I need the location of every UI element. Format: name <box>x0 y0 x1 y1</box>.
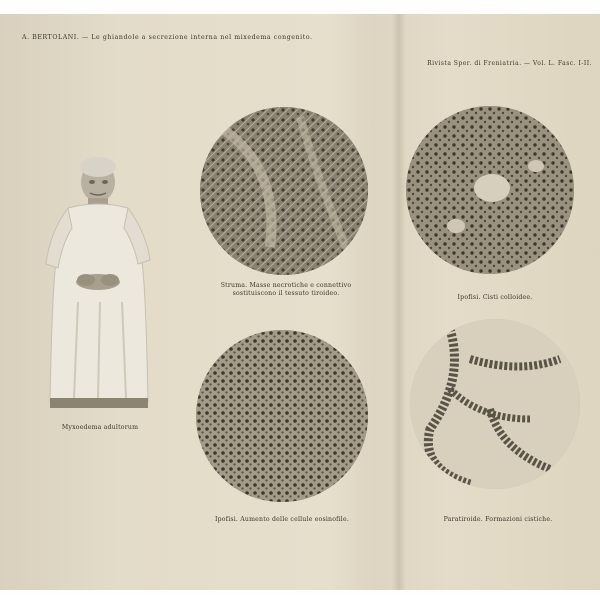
header-right: Rivista Sper. di Freniatria. — Vol. L. Fasc. I-II. <box>427 60 592 67</box>
caption-paratiroide: Paratiroide. Formazioni cistiche. <box>443 516 553 523</box>
header-left: A. BERTOLANI. — Le ghiandole a secrezione interna nel mixedema congenito. <box>22 34 313 41</box>
caption-ipofisi-eosinofile: Ipofisi. Aumento delle cellule eosinofile. <box>214 516 350 523</box>
caption-struma-line1: Struma. Masse necrotiche e connettivo <box>220 282 352 289</box>
micrograph-ipofisi-eosinofile <box>196 330 368 502</box>
micrograph-ipofisi-cisti <box>406 106 574 274</box>
micrograph-paratiroide <box>410 319 580 489</box>
caption-struma-line2: sostituiscono il tessuto tiroideo. <box>232 290 340 297</box>
caption-portrait: Myxoedema adultorum <box>61 424 139 431</box>
caption-ipofisi-cisti: Ipofisi. Cisti colloidee. <box>457 294 533 301</box>
book-plate <box>0 14 600 590</box>
page-fold <box>392 14 406 590</box>
caption-struma <box>200 282 372 298</box>
micrograph-struma <box>200 107 368 275</box>
portrait-photo <box>38 152 158 414</box>
